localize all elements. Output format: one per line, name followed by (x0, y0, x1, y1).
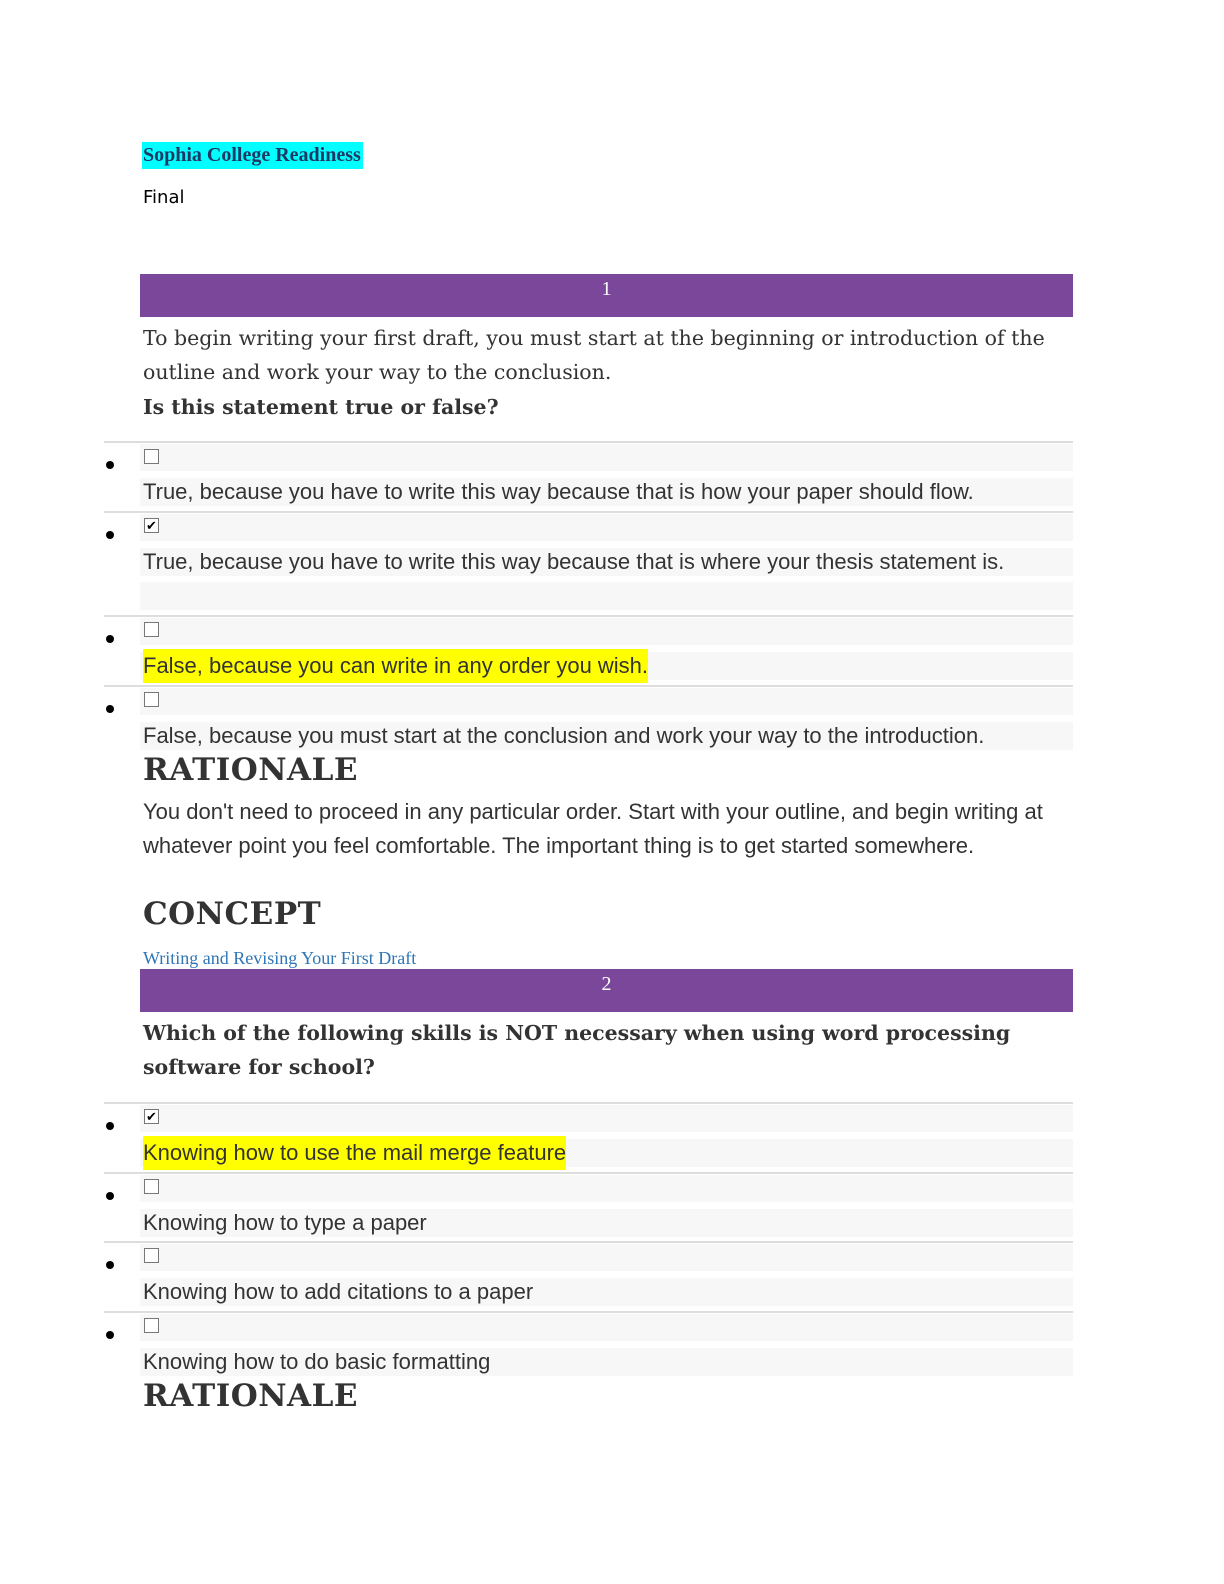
question-text: To begin writing your first draft, you must start at the beginning or introduction of the outline and work your way to the conclusion. (143, 326, 1045, 384)
bullet (106, 705, 114, 713)
option-label[interactable]: Knowing how to do basic formatting (143, 1349, 491, 1374)
option-divider (104, 511, 1073, 513)
option-row-bg (140, 444, 1073, 471)
option-row-bg (140, 618, 1073, 645)
rationale-heading: RATIONALE (143, 1378, 359, 1414)
question-prompt: Is this statement true or false? (143, 395, 499, 419)
question-number-bar: 1 (140, 274, 1073, 317)
option-row-bg (140, 582, 1073, 610)
option-checkbox[interactable] (144, 1318, 159, 1333)
option-checkbox-checked[interactable]: ✔ (144, 518, 159, 533)
option-row-bg (140, 514, 1073, 541)
bullet (106, 461, 114, 469)
option-label-highlighted[interactable]: False, because you can write in any order you wish. (143, 649, 648, 683)
option-label[interactable]: Knowing how to add citations to a paper (143, 1279, 534, 1304)
option-divider (104, 1241, 1073, 1243)
option-checkbox-checked[interactable]: ✔ (144, 1109, 159, 1124)
bullet (106, 1192, 114, 1200)
option-checkbox[interactable] (144, 1179, 159, 1194)
option-divider (104, 685, 1073, 687)
option-row-bg (140, 1175, 1073, 1202)
rationale-heading: RATIONALE (143, 752, 359, 788)
option-checkbox[interactable] (144, 449, 159, 464)
option-label[interactable]: True, because you have to write this way because that is where your thesis statement is. (143, 549, 1005, 574)
option-row-bg (140, 1314, 1073, 1341)
document-title: Sophia College Readiness (142, 142, 363, 169)
rationale-text: You don't need to proceed in any particular order. Start with your outline, and begin writing at whatever point you feel comfortable. The important thing is to get started somewhere. (143, 799, 1043, 858)
bullet (106, 1122, 114, 1130)
option-row-bg (140, 688, 1073, 715)
option-checkbox[interactable] (144, 692, 159, 707)
bullet (106, 1261, 114, 1269)
option-row-bg (140, 1244, 1073, 1271)
option-checkbox[interactable] (144, 622, 159, 637)
document-subtitle: Final (143, 187, 185, 208)
bullet (106, 531, 114, 539)
question-prompt: Which of the following skills is NOT necessary when using word processing software for school? (143, 1021, 1011, 1079)
option-divider (104, 1172, 1073, 1174)
option-divider (104, 615, 1073, 617)
concept-heading: CONCEPT (143, 896, 322, 932)
option-divider (104, 1102, 1073, 1104)
option-divider (104, 1311, 1073, 1313)
bullet (106, 635, 114, 643)
option-label-highlighted[interactable]: Knowing how to use the mail merge feature (143, 1136, 566, 1170)
question-number-bar: 2 (140, 969, 1073, 1012)
option-label[interactable]: Knowing how to type a paper (143, 1210, 427, 1235)
option-label[interactable]: True, because you have to write this way because that is how your paper should flow. (143, 479, 974, 504)
option-row-bg (140, 1105, 1073, 1132)
option-divider (104, 441, 1073, 443)
bullet (106, 1331, 114, 1339)
option-label[interactable]: False, because you must start at the conclusion and work your way to the introduction. (143, 723, 985, 748)
option-checkbox[interactable] (144, 1248, 159, 1263)
concept-link[interactable]: Writing and Revising Your First Draft (143, 948, 417, 968)
